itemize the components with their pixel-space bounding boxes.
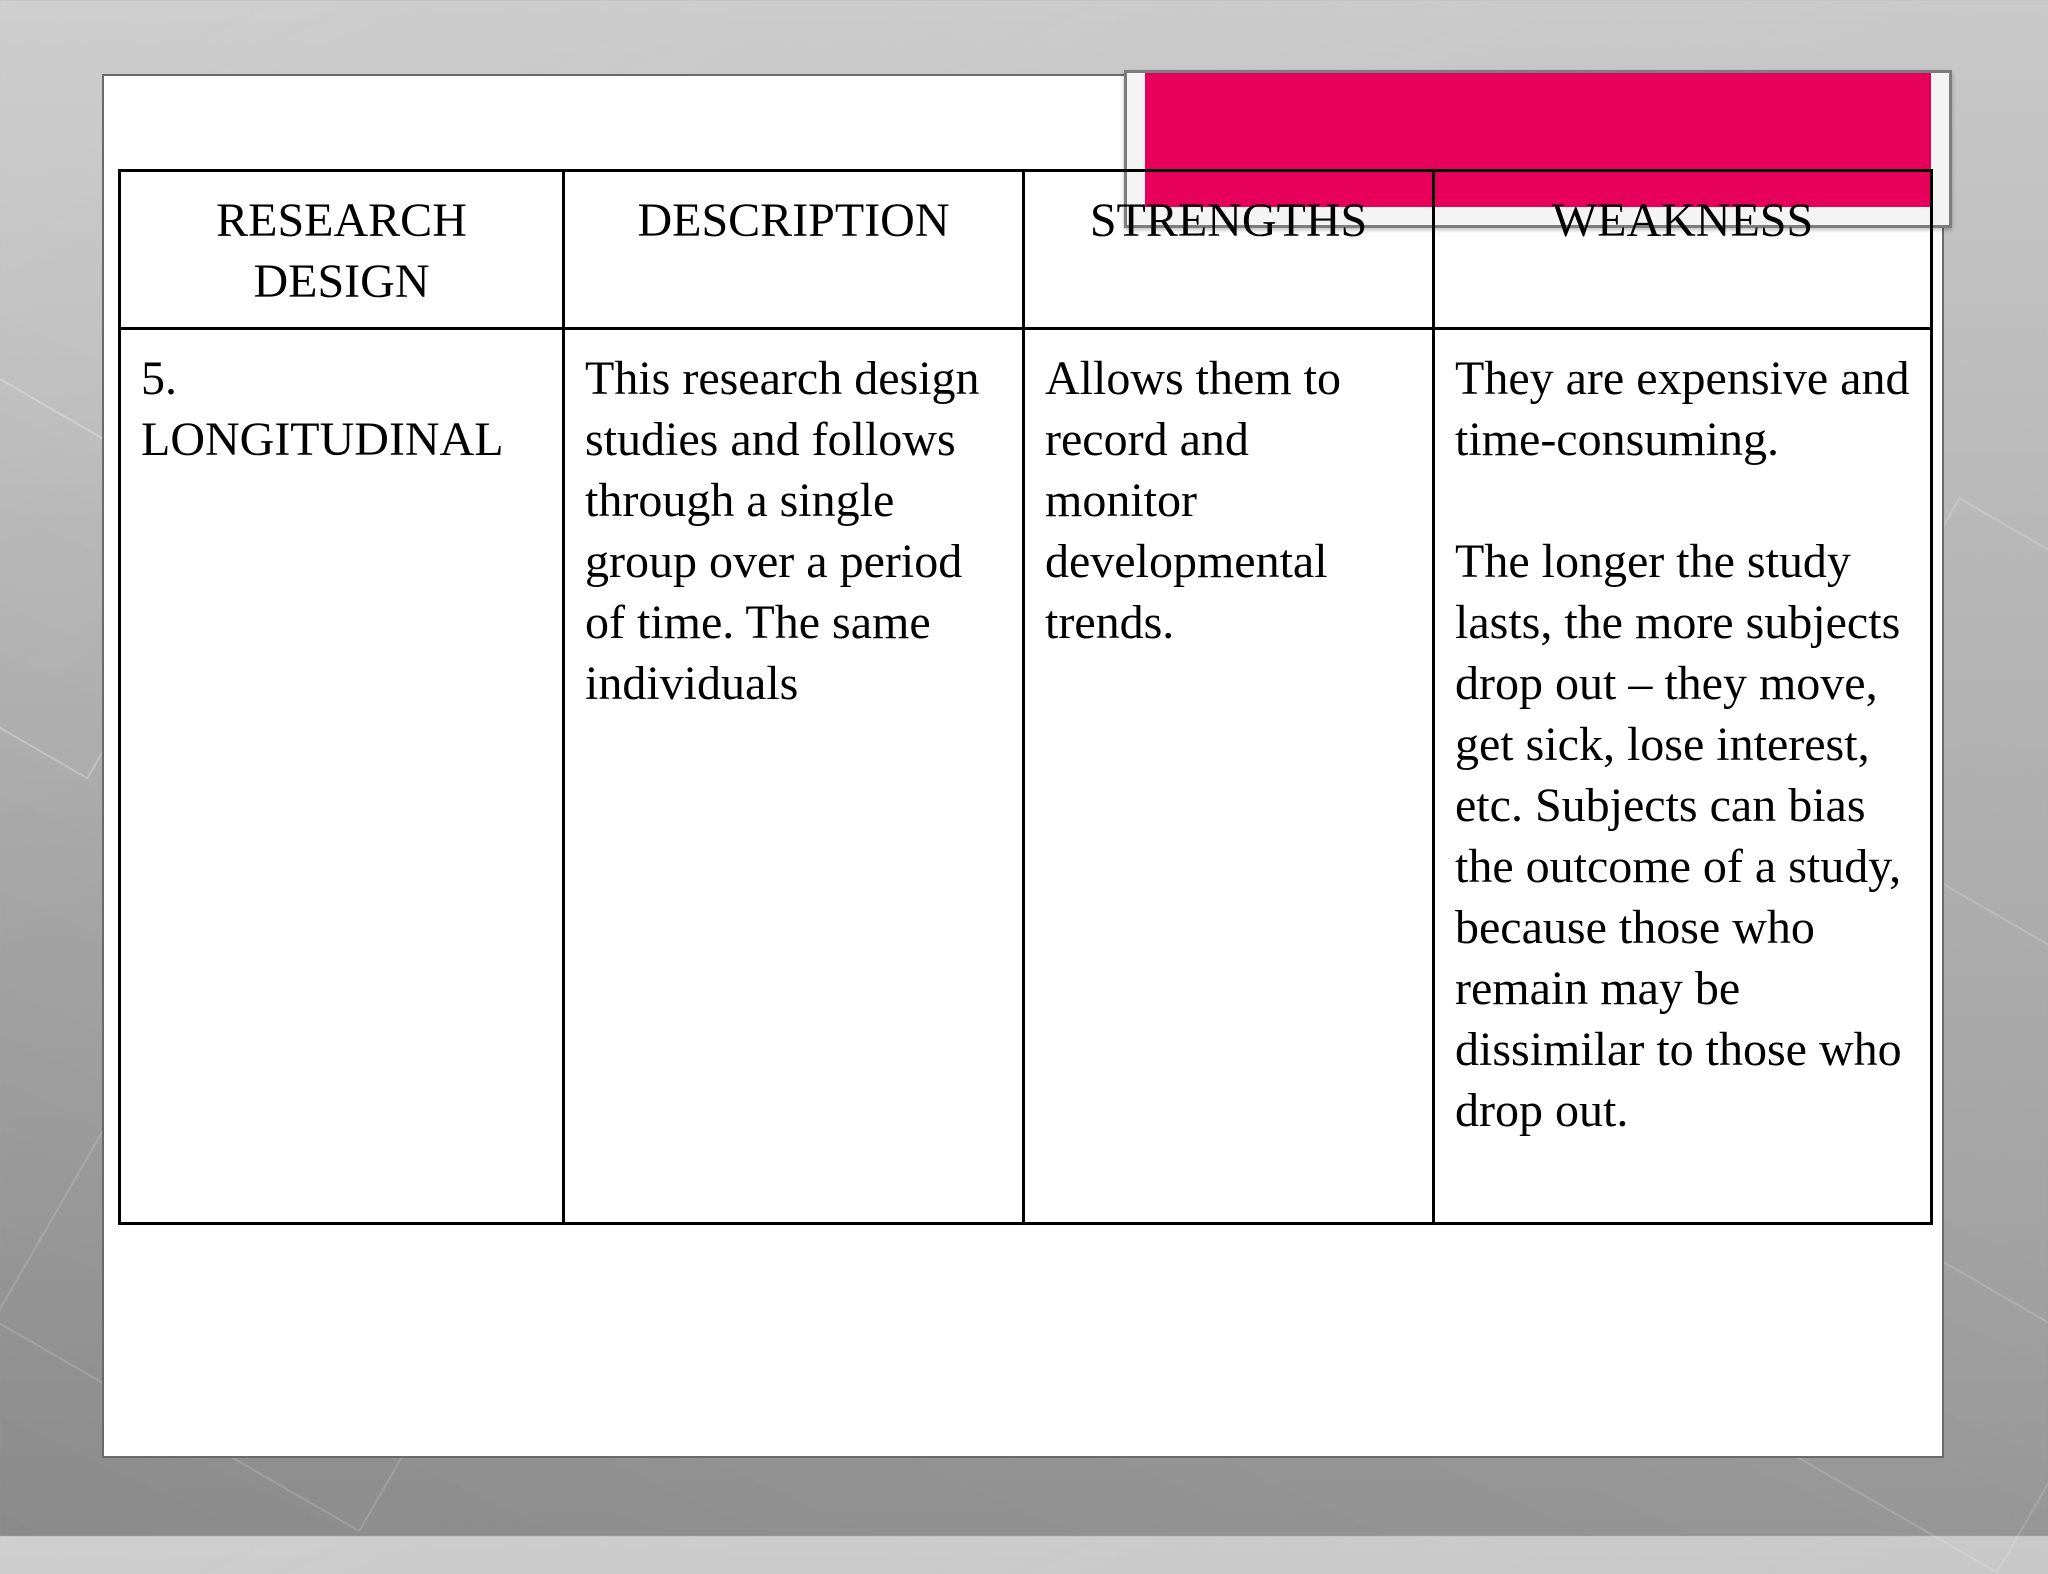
cell-design-name: 5. LONGITUDINAL <box>120 329 564 1224</box>
weakness-paragraph-2: The longer the study lasts, the more subjects drop out – they move, get sick, lose interest, etc. Subjects can bias the outcome of a study, because those who remain may be dissimilar to those who drop out. <box>1455 535 1902 1137</box>
header-research-design: RESEARCH DESIGN <box>120 171 564 329</box>
research-design-table <box>118 169 1933 1225</box>
header-description: DESCRIPTION <box>564 171 1024 329</box>
header-strengths: STRENGTHS <box>1024 171 1434 329</box>
cell-weakness <box>1434 329 1932 1224</box>
header-weakness: WEAKNESS <box>1434 171 1932 329</box>
cell-description: This research design studies and follows through a single group over a period of time. The same individuals <box>564 329 1024 1224</box>
table-header-row <box>120 171 1932 329</box>
paragraph-spacer <box>1455 470 1910 531</box>
table-row <box>120 329 1932 1224</box>
weakness-paragraph-1: They are expensive and time-consuming. <box>1455 352 1910 466</box>
cell-strengths: Allows them to record and monitor developmental trends. <box>1024 329 1434 1224</box>
